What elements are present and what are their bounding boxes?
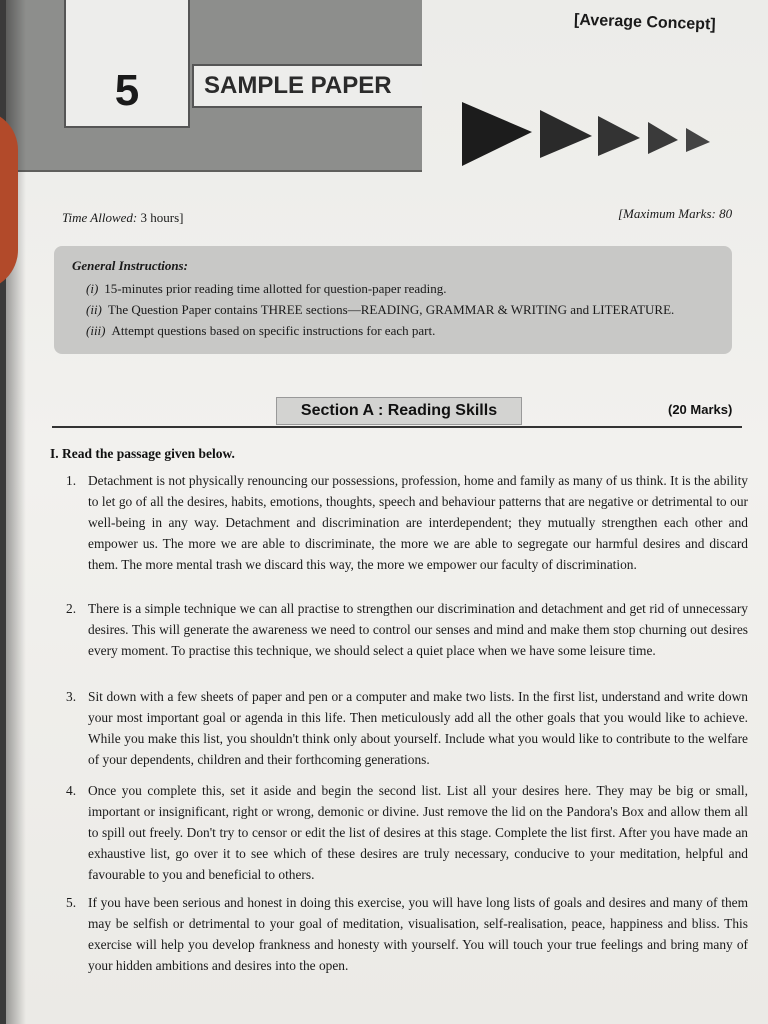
instruction-item: (ii) The Question Paper contains THREE sections—READING, GRAMMAR & WRITING and LITERATURE. xyxy=(86,302,675,317)
paragraph-number: 5. xyxy=(66,895,77,910)
time-label: Time Allowed: xyxy=(62,210,138,225)
paragraph-text: Once you complete this, set it aside and begin the second list. List all your desires here. They may be big or small, important or insignificant, right or wrong, demonic or divine. Just remove the lid on the Pandora's Box and allow them all to spill out freely. Don't try to censor or edit the list of desires at this stage. Complete the list first. After you have made an exhaustive list, go over it to see which of these desires are truly necessary, conducive to your meditation, helpful and favourable to you and beneficial to others. xyxy=(88,783,748,882)
paragraph-text: Sit down with a few sheets of paper and pen or a computer and make two lists. In the first list, understand and write down your most important goal or agenda in this life. Then meticulously add all the other goals that you would like to achieve. While you make this list, you shouldn't think only about yourself. Include what you would like to contribute to the welfare of your dependents, children and their forthcoming generations. xyxy=(88,689,748,767)
instruction-item: (i) 15-minutes prior reading time allotted for question-paper reading. xyxy=(86,281,447,296)
passage-paragraph xyxy=(66,686,748,770)
passage-paragraph xyxy=(66,598,748,661)
paragraph-number: 4. xyxy=(66,783,77,798)
paragraph-text: There is a simple technique we can all practise to strengthen our discrimination and detachment and get rid of unnecessary desires. This will generate the awareness we need to control our senses and mind and make them stop churning out desires every moment. To practise this technique, we should select a quiet place when we have some leisure time. xyxy=(88,601,748,658)
paragraph-number: 2. xyxy=(66,601,77,616)
question-heading: I. Read the passage given below. xyxy=(50,446,235,461)
maximum-marks: [Maximum Marks: 80 xyxy=(618,206,733,221)
difficulty-tag: [Average Concept] xyxy=(573,11,716,34)
paragraph-number: 1. xyxy=(66,473,77,488)
instructions-heading: General Instructions: xyxy=(72,258,188,273)
paragraph-text: Detachment is not physically renouncing our possessions, profession, home and family as many of us think. It is the ability to let go of all the desires, habits, emotions, thoughts, speech and behaviour patterns that are negative or detrimental to our well-being in any way. Detachment and discrimination are interdependent; they mutually strengthen each other and empower us. The more we are able to discriminate, the more we are able to segregate our harmful desires and discard them. The more mental trash we discard this way, the more we empower our faculty of discrimination. xyxy=(88,473,748,572)
section-marks: (20 Marks) xyxy=(668,402,733,417)
page-title: SAMPLE PAPER xyxy=(192,64,422,108)
passage-paragraph xyxy=(66,780,748,885)
paragraph-text: If you have been serious and honest in doing this exercise, you will have long lists of goals and desires and many of them may be selfish or detrimental to your goal of meditation, visualisation, self-realisation, peace, happiness and bliss. This exercise will help you develop frankness and honesty with yourself. You will touch your true feelings and bring many of your hidden ambitions and desires into the open. xyxy=(88,895,748,973)
passage-paragraph xyxy=(66,892,748,976)
section-divider xyxy=(52,426,742,428)
instruction-item: (iii) Attempt questions based on specific instructions for each part. xyxy=(86,323,436,338)
time-value: 3 hours] xyxy=(140,210,184,225)
book-page xyxy=(6,0,768,1024)
chapter-number: 5 xyxy=(64,0,190,128)
arrow-decoration-icon xyxy=(456,92,736,172)
section-title: Section A : Reading Skills xyxy=(276,397,522,425)
instructions-box xyxy=(54,246,732,354)
header-band xyxy=(6,0,422,172)
paragraph-number: 3. xyxy=(66,689,77,704)
time-allowed xyxy=(62,210,183,226)
passage-paragraph xyxy=(66,470,748,575)
thumb xyxy=(0,110,18,290)
